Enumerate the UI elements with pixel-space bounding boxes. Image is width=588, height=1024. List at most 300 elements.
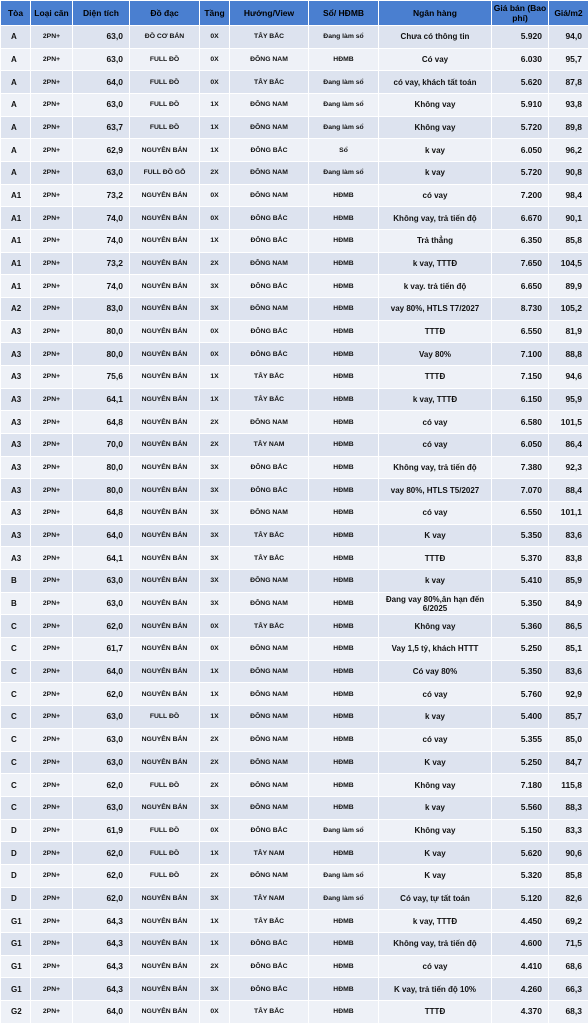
cell-so: HĐMB — [309, 796, 379, 819]
col-header-ngan-hang: Ngân hàng — [379, 1, 492, 26]
cell-loai-can: 2PN+ — [31, 139, 73, 162]
cell-do-dac: NGUYÊN BẢN — [130, 660, 200, 683]
cell-dien-tich: 62,0 — [73, 864, 130, 887]
table-row — [1, 638, 588, 661]
cell-ngan-hang: k vay — [379, 162, 492, 185]
cell-so: HĐMB — [309, 456, 379, 479]
cell-dien-tich: 62,0 — [73, 683, 130, 706]
cell-so: HĐMB — [309, 434, 379, 457]
cell-gia-m2: 90,1 — [549, 207, 588, 230]
cell-do-dac: NGUYÊN BẢN — [130, 230, 200, 253]
table-row — [1, 1000, 588, 1023]
cell-so: Đang làm sổ — [309, 162, 379, 185]
cell-dien-tich: 64,3 — [73, 910, 130, 933]
cell-ngan-hang: Không vay — [379, 116, 492, 139]
cell-dien-tich: 62,0 — [73, 842, 130, 865]
cell-so: HĐMB — [309, 706, 379, 729]
cell-gia-ban: 6.150 — [492, 388, 549, 411]
cell-dien-tich: 64,3 — [73, 978, 130, 1001]
cell-toa: B — [1, 570, 31, 593]
cell-do-dac: FULL ĐỒ — [130, 864, 200, 887]
cell-loai-can: 2PN+ — [31, 751, 73, 774]
cell-tang: 2X — [200, 411, 230, 434]
cell-dien-tich: 70,0 — [73, 434, 130, 457]
col-header-toa: Tòa — [1, 1, 31, 26]
cell-toa: A2 — [1, 298, 31, 321]
cell-gia-ban: 7.380 — [492, 456, 549, 479]
cell-gia-m2: 66,3 — [549, 978, 588, 1001]
cell-loai-can: 2PN+ — [31, 660, 73, 683]
cell-dien-tich: 75,6 — [73, 366, 130, 389]
cell-toa: A1 — [1, 230, 31, 253]
cell-huong: ĐÔNG NAM — [230, 638, 309, 661]
cell-tang: 3X — [200, 570, 230, 593]
cell-huong: ĐÔNG NAM — [230, 570, 309, 593]
cell-gia-ban: 5.410 — [492, 570, 549, 593]
cell-gia-ban: 6.650 — [492, 275, 549, 298]
col-header-gia-m2: Giá/m2 — [549, 1, 588, 26]
cell-dien-tich: 74,0 — [73, 275, 130, 298]
cell-loai-can: 2PN+ — [31, 910, 73, 933]
table-row — [1, 343, 588, 366]
cell-so: HĐMB — [309, 955, 379, 978]
cell-loai-can: 2PN+ — [31, 638, 73, 661]
cell-ngan-hang: k vay. trả tiến độ — [379, 275, 492, 298]
cell-loai-can: 2PN+ — [31, 978, 73, 1001]
cell-huong: ĐÔNG BẮC — [230, 819, 309, 842]
table-row — [1, 116, 588, 139]
cell-gia-ban: 6.050 — [492, 139, 549, 162]
cell-gia-m2: 90,6 — [549, 842, 588, 865]
cell-huong: ĐÔNG NAM — [230, 116, 309, 139]
cell-tang: 3X — [200, 547, 230, 570]
table-row — [1, 48, 588, 71]
cell-tang: 0X — [200, 343, 230, 366]
cell-do-dac: NGUYÊN BẢN — [130, 570, 200, 593]
cell-toa: C — [1, 638, 31, 661]
cell-huong: TÂY BẮC — [230, 388, 309, 411]
cell-do-dac: NGUYÊN BẢN — [130, 592, 200, 615]
cell-gia-m2: 82,6 — [549, 887, 588, 910]
cell-toa: A1 — [1, 252, 31, 275]
cell-gia-m2: 101,1 — [549, 502, 588, 525]
cell-huong: ĐÔNG BẮC — [230, 479, 309, 502]
cell-gia-ban: 4.410 — [492, 955, 549, 978]
cell-tang: 1X — [200, 230, 230, 253]
cell-dien-tich: 64,3 — [73, 932, 130, 955]
cell-do-dac: NGUYÊN BẢN — [130, 615, 200, 638]
cell-ngan-hang: Vay 1,5 tỷ, khách HTTT — [379, 638, 492, 661]
table-row — [1, 955, 588, 978]
cell-gia-ban: 5.370 — [492, 547, 549, 570]
cell-toa: A — [1, 26, 31, 49]
cell-so: HĐMB — [309, 683, 379, 706]
cell-dien-tich: 63,0 — [73, 94, 130, 117]
cell-ngan-hang: k vay — [379, 706, 492, 729]
cell-do-dac: NGUYÊN BẢN — [130, 1000, 200, 1023]
cell-gia-m2: 85,1 — [549, 638, 588, 661]
cell-loai-can: 2PN+ — [31, 48, 73, 71]
cell-gia-m2: 92,3 — [549, 456, 588, 479]
cell-tang: 0X — [200, 26, 230, 49]
cell-toa: G1 — [1, 978, 31, 1001]
table-row — [1, 139, 588, 162]
cell-dien-tich: 63,0 — [73, 728, 130, 751]
cell-do-dac: NGUYÊN BẢN — [130, 751, 200, 774]
cell-so: HĐMB — [309, 774, 379, 797]
cell-dien-tich: 63,7 — [73, 116, 130, 139]
table-row — [1, 706, 588, 729]
cell-tang: 0X — [200, 207, 230, 230]
cell-so: HĐMB — [309, 48, 379, 71]
cell-so: Đang làm sổ — [309, 887, 379, 910]
cell-toa: A — [1, 71, 31, 94]
cell-gia-ban: 5.250 — [492, 751, 549, 774]
cell-so: Đang làm sổ — [309, 864, 379, 887]
cell-do-dac: FULL ĐỒ — [130, 706, 200, 729]
cell-tang: 2X — [200, 434, 230, 457]
cell-ngan-hang: K vay — [379, 842, 492, 865]
cell-toa: G1 — [1, 932, 31, 955]
cell-loai-can: 2PN+ — [31, 502, 73, 525]
cell-toa: A — [1, 94, 31, 117]
cell-do-dac: NGUYÊN BẢN — [130, 887, 200, 910]
cell-tang: 3X — [200, 524, 230, 547]
cell-gia-m2: 88,8 — [549, 343, 588, 366]
cell-so: Đang làm sổ — [309, 94, 379, 117]
cell-loai-can: 2PN+ — [31, 1000, 73, 1023]
cell-gia-ban: 5.720 — [492, 162, 549, 185]
cell-huong: ĐÔNG BẮC — [230, 978, 309, 1001]
cell-loai-can: 2PN+ — [31, 592, 73, 615]
cell-huong: ĐÔNG NAM — [230, 502, 309, 525]
cell-dien-tich: 83,0 — [73, 298, 130, 321]
cell-so: HĐMB — [309, 275, 379, 298]
cell-ngan-hang: Không vay, trả tiến độ — [379, 932, 492, 955]
cell-tang: 0X — [200, 615, 230, 638]
cell-tang: 3X — [200, 502, 230, 525]
cell-loai-can: 2PN+ — [31, 388, 73, 411]
cell-dien-tich: 63,0 — [73, 48, 130, 71]
cell-loai-can: 2PN+ — [31, 434, 73, 457]
cell-loai-can: 2PN+ — [31, 275, 73, 298]
cell-gia-ban: 5.355 — [492, 728, 549, 751]
cell-gia-m2: 86,5 — [549, 615, 588, 638]
cell-gia-ban: 5.250 — [492, 638, 549, 661]
cell-do-dac: NGUYÊN BẢN — [130, 955, 200, 978]
table-row — [1, 524, 588, 547]
cell-gia-m2: 85,8 — [549, 230, 588, 253]
cell-so: HĐMB — [309, 320, 379, 343]
cell-dien-tich: 64,1 — [73, 547, 130, 570]
cell-toa: C — [1, 728, 31, 751]
cell-gia-ban: 7.650 — [492, 252, 549, 275]
cell-loai-can: 2PN+ — [31, 683, 73, 706]
cell-tang: 0X — [200, 320, 230, 343]
cell-gia-m2: 88,3 — [549, 796, 588, 819]
cell-gia-m2: 89,8 — [549, 116, 588, 139]
cell-huong: ĐÔNG BẮC — [230, 207, 309, 230]
cell-do-dac: NGUYÊN BẢN — [130, 343, 200, 366]
cell-huong: ĐÔNG BẮC — [230, 230, 309, 253]
cell-loai-can: 2PN+ — [31, 343, 73, 366]
cell-gia-ban: 5.400 — [492, 706, 549, 729]
cell-dien-tich: 62,9 — [73, 139, 130, 162]
table-row — [1, 207, 588, 230]
cell-so: HĐMB — [309, 592, 379, 615]
table-row — [1, 252, 588, 275]
cell-do-dac: FULL ĐỒ — [130, 116, 200, 139]
cell-ngan-hang: có vay — [379, 184, 492, 207]
cell-do-dac: FULL ĐỒ — [130, 71, 200, 94]
cell-dien-tich: 74,0 — [73, 230, 130, 253]
table-row — [1, 683, 588, 706]
cell-dien-tich: 63,0 — [73, 751, 130, 774]
table-row — [1, 298, 588, 321]
cell-dien-tich: 63,0 — [73, 592, 130, 615]
cell-ngan-hang: k vay, TTTĐ — [379, 910, 492, 933]
cell-tang: 0X — [200, 71, 230, 94]
cell-ngan-hang: Không vay — [379, 94, 492, 117]
cell-gia-ban: 5.920 — [492, 26, 549, 49]
cell-gia-m2: 83,8 — [549, 547, 588, 570]
cell-dien-tich: 80,0 — [73, 479, 130, 502]
col-header-dien-tich: Diện tích — [73, 1, 130, 26]
cell-dien-tich: 62,0 — [73, 615, 130, 638]
cell-dien-tich: 64,0 — [73, 660, 130, 683]
cell-huong: TÂY BẮC — [230, 71, 309, 94]
cell-do-dac: NGUYÊN BẢN — [130, 298, 200, 321]
cell-so: HĐMB — [309, 343, 379, 366]
cell-so: HĐMB — [309, 728, 379, 751]
cell-loai-can: 2PN+ — [31, 26, 73, 49]
cell-loai-can: 2PN+ — [31, 774, 73, 797]
cell-huong: ĐÔNG BẮC — [230, 932, 309, 955]
cell-so: HĐMB — [309, 524, 379, 547]
cell-loai-can: 2PN+ — [31, 252, 73, 275]
cell-gia-ban: 4.450 — [492, 910, 549, 933]
cell-dien-tich: 62,0 — [73, 774, 130, 797]
cell-huong: ĐÔNG BẮC — [230, 456, 309, 479]
cell-gia-m2: 83,6 — [549, 524, 588, 547]
cell-toa: A3 — [1, 547, 31, 570]
cell-tang: 2X — [200, 955, 230, 978]
cell-do-dac: NGUYÊN BẢN — [130, 524, 200, 547]
cell-toa: A3 — [1, 502, 31, 525]
cell-gia-ban: 5.350 — [492, 592, 549, 615]
cell-toa: D — [1, 842, 31, 865]
cell-ngan-hang: có vay — [379, 411, 492, 434]
cell-gia-m2: 105,2 — [549, 298, 588, 321]
cell-do-dac: NGUYÊN BẢN — [130, 434, 200, 457]
cell-huong: TÂY NAM — [230, 887, 309, 910]
cell-gia-m2: 98,4 — [549, 184, 588, 207]
cell-gia-ban: 5.910 — [492, 94, 549, 117]
cell-huong: TÂY BẮC — [230, 615, 309, 638]
cell-tang: 1X — [200, 139, 230, 162]
table-row — [1, 162, 588, 185]
table-row — [1, 842, 588, 865]
cell-gia-ban: 5.120 — [492, 887, 549, 910]
table-body — [1, 26, 588, 1024]
cell-gia-m2: 88,4 — [549, 479, 588, 502]
cell-so: HĐMB — [309, 615, 379, 638]
cell-gia-m2: 86,4 — [549, 434, 588, 457]
col-header-loai-can: Loại căn — [31, 1, 73, 26]
cell-huong: ĐÔNG NAM — [230, 728, 309, 751]
cell-do-dac: ĐỒ CƠ BẢN — [130, 26, 200, 49]
cell-huong: TÂY NAM — [230, 842, 309, 865]
table-row — [1, 411, 588, 434]
cell-do-dac: NGUYÊN BẢN — [130, 207, 200, 230]
cell-tang: 3X — [200, 456, 230, 479]
cell-huong: ĐÔNG NAM — [230, 796, 309, 819]
cell-dien-tich: 80,0 — [73, 456, 130, 479]
cell-toa: C — [1, 683, 31, 706]
cell-do-dac: FULL ĐỒ — [130, 842, 200, 865]
cell-huong: TÂY BẮC — [230, 910, 309, 933]
cell-toa: A — [1, 116, 31, 139]
cell-loai-can: 2PN+ — [31, 162, 73, 185]
cell-so: Đang làm sổ — [309, 116, 379, 139]
cell-loai-can: 2PN+ — [31, 116, 73, 139]
cell-gia-ban: 6.550 — [492, 320, 549, 343]
table-row — [1, 774, 588, 797]
cell-so: HĐMB — [309, 1000, 379, 1023]
cell-so: Đang làm sổ — [309, 26, 379, 49]
cell-gia-ban: 6.670 — [492, 207, 549, 230]
cell-gia-ban: 4.600 — [492, 932, 549, 955]
cell-gia-ban: 5.760 — [492, 683, 549, 706]
cell-tang: 1X — [200, 683, 230, 706]
cell-tang: 1X — [200, 910, 230, 933]
cell-gia-m2: 83,3 — [549, 819, 588, 842]
cell-ngan-hang: Chưa có thông tin — [379, 26, 492, 49]
cell-so: HĐMB — [309, 978, 379, 1001]
cell-ngan-hang: k vay, TTTĐ — [379, 388, 492, 411]
cell-toa: C — [1, 706, 31, 729]
table-row — [1, 910, 588, 933]
cell-huong: ĐÔNG NAM — [230, 592, 309, 615]
cell-gia-ban: 6.550 — [492, 502, 549, 525]
cell-tang: 1X — [200, 366, 230, 389]
cell-dien-tich: 61,9 — [73, 819, 130, 842]
cell-loai-can: 2PN+ — [31, 706, 73, 729]
cell-loai-can: 2PN+ — [31, 819, 73, 842]
table-row — [1, 434, 588, 457]
cell-dien-tich: 64,8 — [73, 502, 130, 525]
cell-gia-ban: 5.620 — [492, 842, 549, 865]
cell-do-dac: NGUYÊN BẢN — [130, 910, 200, 933]
table-row — [1, 479, 588, 502]
cell-gia-ban: 7.180 — [492, 774, 549, 797]
cell-huong: ĐÔNG NAM — [230, 184, 309, 207]
cell-do-dac: NGUYÊN BẢN — [130, 932, 200, 955]
cell-do-dac: FULL ĐỒ — [130, 819, 200, 842]
cell-gia-m2: 84,7 — [549, 751, 588, 774]
cell-tang: 3X — [200, 298, 230, 321]
cell-toa: C — [1, 660, 31, 683]
cell-gia-ban: 4.260 — [492, 978, 549, 1001]
cell-huong: ĐÔNG NAM — [230, 864, 309, 887]
cell-toa: A3 — [1, 456, 31, 479]
cell-ngan-hang: K vay — [379, 524, 492, 547]
cell-huong: ĐÔNG NAM — [230, 252, 309, 275]
cell-tang: 2X — [200, 162, 230, 185]
table-row — [1, 728, 588, 751]
cell-huong: ĐÔNG NAM — [230, 660, 309, 683]
cell-tang: 3X — [200, 592, 230, 615]
cell-gia-m2: 94,0 — [549, 26, 588, 49]
cell-huong: TÂY BẮC — [230, 1000, 309, 1023]
cell-dien-tich: 61,7 — [73, 638, 130, 661]
cell-tang: 1X — [200, 842, 230, 865]
cell-huong: TÂY BẮC — [230, 547, 309, 570]
cell-huong: ĐÔNG NAM — [230, 298, 309, 321]
cell-loai-can: 2PN+ — [31, 320, 73, 343]
cell-toa: A3 — [1, 388, 31, 411]
cell-tang: 3X — [200, 796, 230, 819]
cell-toa: A3 — [1, 434, 31, 457]
cell-tang: 1X — [200, 932, 230, 955]
cell-ngan-hang: k vay — [379, 570, 492, 593]
cell-huong: ĐÔNG BẮC — [230, 320, 309, 343]
cell-dien-tich: 63,0 — [73, 570, 130, 593]
cell-toa: D — [1, 819, 31, 842]
cell-tang: 2X — [200, 728, 230, 751]
cell-loai-can: 2PN+ — [31, 479, 73, 502]
cell-ngan-hang: K vay — [379, 751, 492, 774]
table-row — [1, 275, 588, 298]
cell-ngan-hang: TTTĐ — [379, 1000, 492, 1023]
cell-toa: A3 — [1, 411, 31, 434]
col-header-huong: Hướng/View — [230, 1, 309, 26]
cell-ngan-hang: Có vay 80% — [379, 660, 492, 683]
cell-so: HĐMB — [309, 388, 379, 411]
cell-toa: C — [1, 751, 31, 774]
cell-gia-ban: 6.030 — [492, 48, 549, 71]
cell-ngan-hang: có vay — [379, 502, 492, 525]
cell-ngan-hang: có vay — [379, 434, 492, 457]
cell-huong: ĐÔNG NAM — [230, 94, 309, 117]
table-row — [1, 184, 588, 207]
cell-dien-tich: 64,0 — [73, 71, 130, 94]
cell-ngan-hang: Có vay, tự tất toán — [379, 887, 492, 910]
cell-ngan-hang: có vay, khách tất toán — [379, 71, 492, 94]
cell-do-dac: NGUYÊN BẢN — [130, 456, 200, 479]
cell-so: Sổ — [309, 139, 379, 162]
cell-gia-ban: 7.200 — [492, 184, 549, 207]
cell-gia-ban: 6.350 — [492, 230, 549, 253]
cell-huong: ĐÔNG BẮC — [230, 343, 309, 366]
cell-loai-can: 2PN+ — [31, 842, 73, 865]
cell-gia-m2: 68,3 — [549, 1000, 588, 1023]
table-row — [1, 932, 588, 955]
table-row — [1, 592, 588, 615]
table-row — [1, 547, 588, 570]
cell-huong: ĐÔNG NAM — [230, 751, 309, 774]
cell-do-dac: NGUYÊN BẢN — [130, 796, 200, 819]
cell-gia-m2: 87,8 — [549, 71, 588, 94]
cell-ngan-hang: k vay, TTTĐ — [379, 252, 492, 275]
cell-dien-tich: 63,0 — [73, 26, 130, 49]
cell-gia-m2: 68,6 — [549, 955, 588, 978]
cell-ngan-hang: TTTĐ — [379, 366, 492, 389]
cell-tang: 2X — [200, 774, 230, 797]
cell-gia-m2: 101,5 — [549, 411, 588, 434]
cell-tang: 2X — [200, 751, 230, 774]
cell-do-dac: FULL ĐỒ — [130, 48, 200, 71]
